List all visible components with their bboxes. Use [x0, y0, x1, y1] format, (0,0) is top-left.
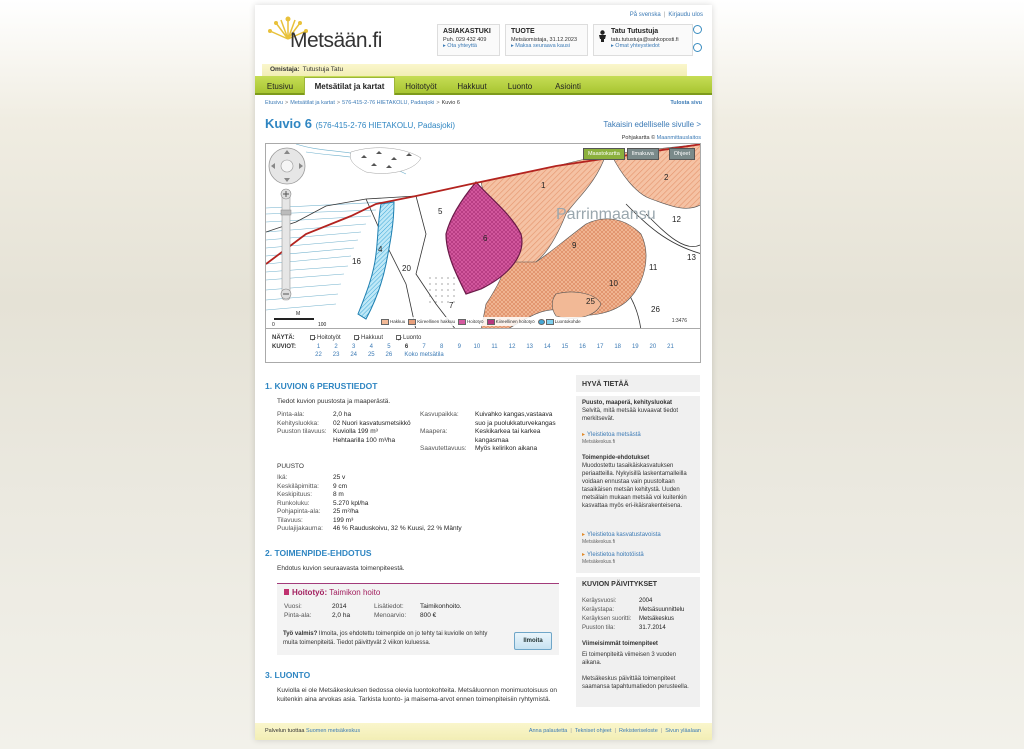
map-stand-4[interactable]: 4: [378, 245, 383, 254]
kuvio-link-11[interactable]: 11: [491, 344, 498, 350]
latest-measures-heading: Viimeisimmät toimenpiteet: [582, 641, 658, 647]
privacy-link[interactable]: Rekisteriseloste: [618, 728, 658, 734]
info-value: kangasmaa: [475, 436, 509, 444]
brand-name: Metsään.fi: [290, 29, 382, 52]
measure-key: Vuosi:: [284, 603, 302, 610]
map-stand-13[interactable]: 13: [687, 253, 696, 262]
maastokartta-toggle[interactable]: Maastokartta: [583, 148, 625, 160]
maanmittauslaitos-link[interactable]: Maanmittauslaitos: [656, 135, 701, 141]
map-canvas: [266, 144, 701, 329]
map-stand-2[interactable]: 2: [664, 173, 669, 182]
filter-luonto[interactable]: ✓Luonto: [397, 335, 422, 343]
info-link-1-src: Metsäkeskus.fi: [582, 439, 616, 445]
legend-kiir-hakkuu: Kiireellinen hakkuu: [417, 318, 456, 324]
info-value: 25 m²/ha: [333, 508, 359, 515]
measure-name: Taimikon hoito: [329, 588, 381, 597]
back-link[interactable]: Takaisin edelliselle sivulle >: [603, 120, 701, 129]
map-stand-26[interactable]: 26: [651, 305, 660, 314]
map-stand-12[interactable]: 12: [672, 215, 681, 224]
show-label: NÄYTÄ:: [272, 335, 295, 341]
metsakeskus-link[interactable]: Suomen metsäkeskus: [305, 728, 361, 734]
title-main: Kuvio 6: [265, 116, 312, 131]
footer-links: Anna palautetta | Tekniset ohjeet | Rekisteriseloste | Sivun yläalaan: [528, 728, 701, 734]
map-place-name: Parrinmaansu: [556, 206, 656, 223]
breadcrumb-current: Kuvio 6: [441, 100, 460, 106]
map-stand-5[interactable]: 5: [438, 207, 443, 216]
kuvio-link-16[interactable]: 16: [579, 344, 586, 350]
update-value: 2004: [639, 598, 653, 604]
measure-value: 2,0 ha: [332, 612, 351, 619]
info-value: Myös kelirikon aikana: [475, 445, 538, 452]
legend-luonto-swatch: [546, 319, 554, 325]
map-toggles: [583, 148, 695, 160]
info-text-2: Muodostettu tasaikäiskasvatuksen periaatteilla. Nykyisillä laskentamalleilla voidaan ennustaa vain puustoltaan tasaikäisen metsän kehitystä. Uuden metsälain mukaan metsää voi kuitenkin kasvattaa myös eri-ikäisrakenteisena.: [582, 463, 687, 509]
info-key: Puuston tilavuus:: [277, 428, 327, 435]
user-icon: [598, 30, 607, 42]
legend-hoitotyo-swatch: [458, 319, 466, 325]
update-key: Keräysvuosi:: [582, 598, 617, 604]
measure-head: [284, 588, 380, 597]
info-key: Puulajijakauma:: [277, 525, 323, 532]
kuvio-link-10[interactable]: 10: [473, 344, 481, 350]
filter-hakkuut-label: Hakkuut: [361, 335, 384, 342]
map-stand-20[interactable]: 20: [402, 264, 411, 273]
kuvio-link-3[interactable]: 3: [352, 344, 356, 350]
right-separator: [576, 392, 700, 396]
filter-luonto-label: Luonto: [403, 335, 422, 342]
info-title-1: Puusto, maaperä, kehitysluokat: [582, 400, 673, 406]
tab-etusivu[interactable]: Etusivu: [266, 82, 294, 91]
section-2-heading: 2. TOIMENPIDE-EHDOTUS: [265, 548, 372, 558]
map-pan-control[interactable]: [269, 148, 305, 184]
user-box: Tatu Tutustuja tatu.tutustuja@sahkoposti.fi ▸ Omat yhteystiedot: [593, 24, 693, 56]
kuvio-link-22[interactable]: 22: [315, 352, 322, 358]
info-value: Kuviolla 199 m³: [333, 428, 378, 435]
right-separator-2: [576, 573, 700, 577]
update-value: Metsäsuunnittelu: [639, 607, 685, 613]
product-line: Metsäomistaja, 31.12.2023: [511, 37, 578, 43]
asiakastuki-title: ASIAKASTUKI: [443, 28, 491, 35]
kuviot-label: KUVIOT:: [272, 344, 296, 350]
kuvio-link-13[interactable]: 13: [526, 344, 534, 350]
zoom-in-icon[interactable]: [693, 25, 702, 34]
kuvio-link-25[interactable]: 25: [367, 352, 375, 358]
page-title: [265, 116, 455, 131]
info-value: 46 % Rauduskoivu, 32 % Kuusi, 22 % Mänty: [333, 525, 462, 532]
info-key: Pinta-ala:: [277, 411, 305, 418]
tab-luonto[interactable]: Luonto: [507, 82, 533, 91]
info-key: Pohjapinta-ala:: [277, 508, 321, 515]
metsaan-logo[interactable]: [268, 11, 382, 53]
filter-hoitotyot[interactable]: ✓Hoitotyöt: [311, 335, 341, 343]
legend-kiir-hakkuu-swatch: [408, 319, 416, 325]
report-button[interactable]: Ilmoita: [514, 632, 552, 650]
owner-label: Omistaja:: [270, 66, 300, 73]
legend-luonto: Luontokohde: [554, 318, 581, 324]
tech-help-link[interactable]: Tekniset ohjeet: [574, 728, 612, 734]
support-phone: Puh. 029 432 409: [443, 37, 487, 43]
pay-next-period-link[interactable]: Maksa seuraava kausi: [515, 43, 571, 49]
measure-key: Lisätiedot:: [374, 603, 404, 610]
zoom-out-icon[interactable]: [693, 43, 702, 52]
info-value: Keskikarkea tai karkea: [475, 428, 541, 435]
info-key: Tilavuus:: [277, 516, 303, 524]
kuvio-link-26[interactable]: 26: [385, 352, 393, 358]
info-key: Saavutettavuus:: [420, 445, 467, 452]
legend-hakkuu-swatch: [381, 319, 389, 325]
whole-property-link[interactable]: Koko metsätila: [404, 352, 444, 358]
kuvio-link-12[interactable]: 12: [508, 344, 516, 350]
top-links: På svenska | Kirjaudu ulos: [629, 12, 703, 18]
breadcrumb-etusivu[interactable]: Etusivu: [265, 100, 284, 106]
info-link-3-text[interactable]: Yleistietoa hoitotöistä: [587, 552, 644, 558]
legend-hoitotyo: Hoitotyö: [467, 318, 484, 324]
info-key: Keskiläpimitta:: [277, 482, 319, 490]
info-key: Kehitysluokka:: [277, 419, 319, 427]
info-key: Maapera:: [420, 428, 448, 435]
update-key: Keräystapa:: [582, 607, 615, 613]
info-link-1-text[interactable]: Yleistietoa metsästä: [587, 432, 641, 438]
footer: [255, 723, 712, 740]
section-1-heading: 1. KUVION 6 PERUSTIEDOT: [265, 381, 378, 391]
puusto-label: PUUSTO: [277, 463, 304, 470]
stand-map[interactable]: [265, 143, 701, 329]
update-value: Metsäkeskus: [639, 616, 675, 622]
kuvio-link-8[interactable]: 8: [440, 344, 444, 350]
measure-value: 800 €: [420, 612, 437, 619]
updates-heading: KUVION PÄIVITYKSET: [582, 581, 658, 588]
map-zoom-control[interactable]: [281, 189, 291, 300]
section-3-text: Kuviolla ei ole Metsäkeskuksen tiedossa olevia luontokohteita. Metsäluonnon monimuotoisuus on kuitenkin aina arvokas asia. Tarkista luonto- ja maisema-arvot ennen toimenpiteisiin ryhtymistä.: [277, 687, 558, 703]
to-top-link[interactable]: Sivun yläalaan: [665, 728, 701, 734]
info-value: Kuivahko kangas,vastaava: [475, 411, 553, 418]
section-1-intro: Tiedot kuvion puustosta ja maaperästä.: [277, 398, 391, 405]
title-sub: (576-415-2-76 HIETAKOLU, Padasjoki): [315, 121, 456, 130]
update-key: Keräyksen suoritti:: [582, 616, 632, 622]
scale-zero: 0: [272, 322, 275, 328]
tab-asiointi[interactable]: Asiointi: [555, 82, 581, 91]
legend-kiir-hoitotyo: Kiireellinen hoitotyö: [495, 318, 535, 324]
section-2-intro: Ehdotus kuvion seuraavasta toimenpiteestä.: [277, 565, 405, 572]
kuvio-link-17[interactable]: 17: [596, 344, 604, 350]
info-link-2-src: Metsäkeskus.fi: [582, 539, 616, 545]
map-stand-10[interactable]: 10: [609, 279, 618, 288]
kuvio-link-4[interactable]: 4: [369, 344, 373, 350]
measure-marker-icon: [284, 589, 289, 595]
map-source-prefix: Pohjakartta ©: [621, 135, 656, 141]
map-scale-text: 1:3476: [671, 318, 687, 324]
info-key: Kasvupaikka:: [420, 411, 459, 418]
kuvio-link-18[interactable]: 18: [614, 344, 622, 350]
footer-prefix: Palvelun tuottaa: [265, 728, 305, 734]
work-done-question: Työ valmis?: [283, 631, 318, 637]
info-value: 25 v: [333, 474, 346, 481]
map-scale-bar: [272, 311, 327, 328]
measure-key: Pinta-ala:: [284, 612, 312, 619]
map-source: [622, 135, 701, 141]
good-to-know-heading: HYVÄ TIETÄÄ: [582, 381, 629, 388]
measure-type: Hoitotyö:: [292, 588, 328, 597]
update-key: Puuston tila:: [582, 625, 616, 631]
map-stand-1[interactable]: 1: [541, 181, 546, 190]
info-link-2-text[interactable]: Yleistietoa kasvatustavoista: [587, 532, 661, 538]
info-link-2[interactable]: ▸ Yleistietoa kasvatustavoista Metsäkeskus.fi: [582, 531, 696, 545]
info-value: 5.270 kpl/ha: [333, 499, 369, 507]
map-stand-9[interactable]: 9: [572, 241, 577, 250]
scale-100: 100: [318, 322, 327, 328]
kuvio-link-23[interactable]: 23: [332, 352, 340, 358]
work-done-text: Ilmoita, jos ehdotettu toimenpide on jo tehty tai kuviolle on tehty muita toimenpiteitä. Tiedot päivittyvät 2 viikon kuluessa.: [283, 631, 488, 646]
tab-hoitotyot[interactable]: Hoitotyöt: [405, 82, 437, 91]
kuvio-link-2[interactable]: 2: [334, 344, 338, 350]
info-value: 02 Nuori kasvatusmetsikkö: [333, 419, 411, 427]
latest-measures-text: Ei toimenpiteitä viimeisen 3 vuoden aikana.: [582, 652, 677, 666]
info-key: Runkoluku:: [277, 499, 310, 507]
right-column: [576, 375, 700, 707]
info-text-1: Selvitä, mitä metsää kuvaavat tiedot merkitsevät.: [582, 408, 679, 422]
map-stand-25[interactable]: 25: [586, 297, 595, 306]
info-value: 199 m³: [333, 516, 354, 524]
info-value: 9 cm: [333, 482, 348, 490]
kuvio-link-19[interactable]: 19: [631, 344, 639, 350]
owner-name: Tutustuja Tatu: [302, 66, 344, 73]
measure-value: Taimikonhoito.: [420, 603, 462, 610]
filter-hakkuut[interactable]: ✓Hakkuut: [355, 335, 384, 343]
tab-hakkuut[interactable]: Hakkuut: [457, 82, 487, 91]
section-3-heading: 3. LUONTO: [265, 670, 311, 680]
breadcrumb: Etusivu > Metsätilat ja kartat > 576-415-2-76 HIETAKOLU, Padasjoki > Kuvio 6: [265, 100, 460, 106]
map-legend: [378, 317, 584, 326]
legend-luonto-dot: [538, 319, 545, 325]
tuote-title: TUOTE: [511, 28, 535, 35]
info-title-2: Toimenpide-ehdotukset: [582, 455, 650, 461]
info-key: Ikä:: [277, 474, 288, 481]
kuvio-link-14[interactable]: 14: [543, 344, 551, 350]
kuvio-link-5[interactable]: 5: [387, 344, 391, 350]
measure-value: 2014: [332, 603, 347, 610]
own-contact-info-link[interactable]: Omat yhteystiedot: [615, 43, 660, 49]
user-name: Tatu Tutustuja: [611, 28, 659, 35]
info-link-3-src: Metsäkeskus.fi: [582, 559, 616, 565]
breadcrumb-metsatilat[interactable]: Metsätilat ja kartat: [290, 100, 335, 106]
map-stand-11[interactable]: 11: [649, 263, 658, 272]
contact-link[interactable]: Ota yhteyttä: [447, 43, 477, 49]
info-link-1[interactable]: ▸ Yleistietoa metsästä Metsäkeskus.fi: [582, 431, 696, 445]
kuvio-link-20[interactable]: 20: [649, 344, 657, 350]
measure-proposal-box: [277, 583, 559, 655]
map-stand-7[interactable]: 7: [449, 301, 454, 310]
owner-bar: [262, 64, 687, 76]
map-filters: [265, 329, 701, 363]
logout-link[interactable]: Kirjaudu ulos: [668, 12, 703, 18]
print-page-link[interactable]: Tulosta sivu: [670, 100, 702, 106]
breadcrumb-tila[interactable]: 576-415-2-76 HIETAKOLU, Padasjoki: [342, 100, 435, 106]
info-value: 8 m: [333, 491, 344, 498]
measure-key: Menoarvio:: [374, 612, 407, 619]
scale-m: M: [296, 311, 301, 317]
ohjeet-toggle[interactable]: Ohjeet: [669, 148, 695, 160]
page: [255, 5, 712, 740]
header: [255, 5, 712, 65]
kuvio-link-7[interactable]: 7: [422, 344, 426, 350]
kuvio-link-6[interactable]: 6: [404, 344, 409, 350]
update-info-text: Metsäkeskus päivittää toimenpiteet saamansa tapahtumatiedon perusteella.: [582, 676, 689, 690]
legend-kiir-hoitotyo-swatch: [487, 319, 495, 325]
legend-hakkuu: Hakkuu: [390, 318, 406, 324]
info-value: suo ja puolukkaturvekangas: [475, 419, 556, 427]
map-stand-6[interactable]: 6: [483, 234, 488, 243]
info-link-3[interactable]: ▸ Yleistietoa hoitotöistä Metsäkeskus.fi: [582, 551, 696, 565]
info-value: Hehtaarilla 100 m³/ha: [333, 436, 396, 444]
kuvio-link-9[interactable]: 9: [457, 344, 461, 350]
map-stand-16[interactable]: 16: [352, 257, 361, 266]
kuvio-link-15[interactable]: 15: [561, 344, 569, 350]
filter-hoitotyot-label: Hoitotyöt: [317, 335, 341, 342]
info-value: 2,0 ha: [333, 411, 352, 418]
kuvio-link-24[interactable]: 24: [350, 352, 358, 358]
ilmakuva-toggle[interactable]: Ilmakuva: [627, 148, 659, 160]
work-done-note: [283, 630, 495, 648]
feedback-link[interactable]: Anna palautetta: [528, 728, 568, 734]
info-key: Keskipituus:: [277, 491, 313, 498]
tab-metsatilat[interactable]: Metsätilat ja kartat: [304, 77, 395, 95]
user-email: tatu.tutustuja@sahkoposti.fi: [611, 37, 679, 43]
swedish-link[interactable]: På svenska: [629, 12, 661, 18]
kuvio-link-21[interactable]: 21: [667, 344, 674, 350]
asiakastuki-box: ASIAKASTUKI Puh. 029 432 409 ▸ Ota yhteyttä: [437, 24, 500, 56]
kuvio-link-1[interactable]: 1: [316, 344, 321, 350]
update-value: 31.7.2014: [639, 625, 666, 631]
main-nav: [255, 76, 712, 95]
tuote-box: TUOTE Metsäomistaja, 31.12.2023 ▸ Maksa seuraava kausi: [505, 24, 588, 56]
